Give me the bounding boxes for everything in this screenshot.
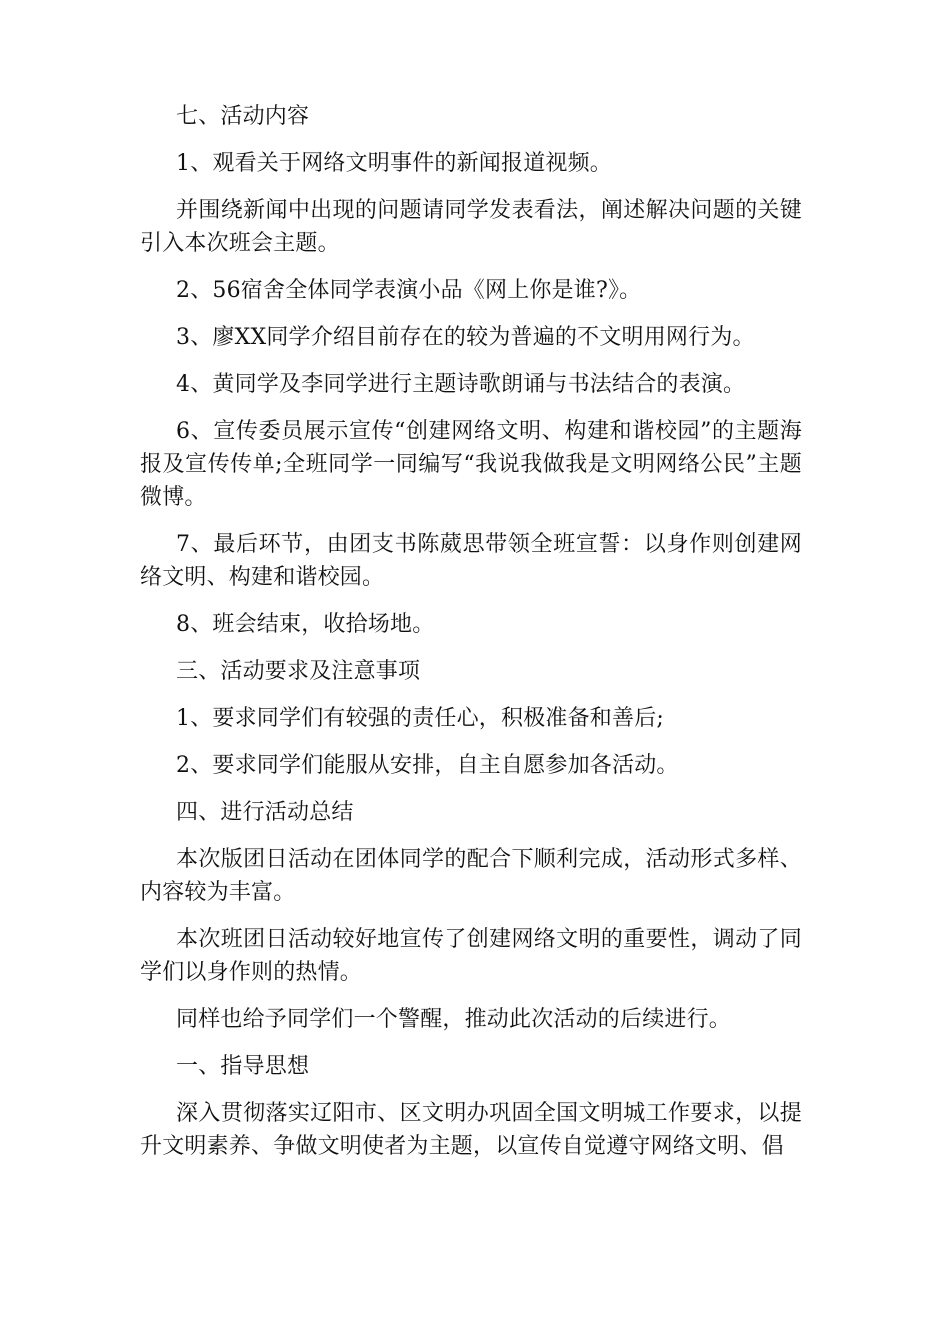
paragraph: 三、活动要求及注意事项 <box>176 659 421 684</box>
paragraph: 4、黄同学及李同学进行主题诗歌朗诵与书法结合的表演。 <box>176 372 746 397</box>
paragraph: 2、56宿舍全体同学表演小品《网上你是谁?》。 <box>176 278 642 303</box>
paragraph: 3、廖XX同学介绍目前存在的较为普遍的不文明用网行为。 <box>176 325 755 350</box>
paragraph: 本次班团日活动较好地宣传了创建网络文明的重要性，调动了同学们以身作则的热情。 <box>140 927 802 985</box>
paragraph: 七、活动内容 <box>176 104 310 129</box>
paragraph: 1、观看关于网络文明事件的新闻报道视频。 <box>176 151 612 176</box>
paragraph: 并围绕新闻中出现的问题请同学发表看法，阐述解决问题的关键引入本次班会主题。 <box>140 198 802 256</box>
paragraph: 四、进行活动总结 <box>176 800 354 825</box>
paragraph: 6、宣传委员展示宣传“创建网络文明、构建和谐校园”的主题海报及宣传传单;全班同学一同编写“我说我做我是文明网络公民”主题微博。 <box>140 419 802 510</box>
paragraph: 同样也给予同学们一个警醒，推动此次活动的后续进行。 <box>176 1007 732 1032</box>
paragraph: 本次版团日活动在团体同学的配合下顺利完成，活动形式多样、内容较为丰富。 <box>140 847 802 905</box>
paragraph: 8、班会结束，收拾场地。 <box>176 612 435 637</box>
paragraph: 1、要求同学们有较强的责任心，积极准备和善后; <box>176 706 665 731</box>
paragraph: 一、指导思想 <box>176 1054 310 1079</box>
paragraph: 2、要求同学们能服从安排，自主自愿参加各活动。 <box>176 753 679 778</box>
paragraph: 深入贯彻落实辽阳市、区文明办巩固全国文明城工作要求，以提升文明素养、争做文明使者为主题，以宣传自觉遵守网络文明、倡 <box>140 1101 802 1159</box>
paragraph: 7、最后环节，由团支书陈葳思带领全班宣誓：以身作则创建网络文明、构建和谐校园。 <box>140 532 802 590</box>
document-body <box>140 100 802 1177</box>
